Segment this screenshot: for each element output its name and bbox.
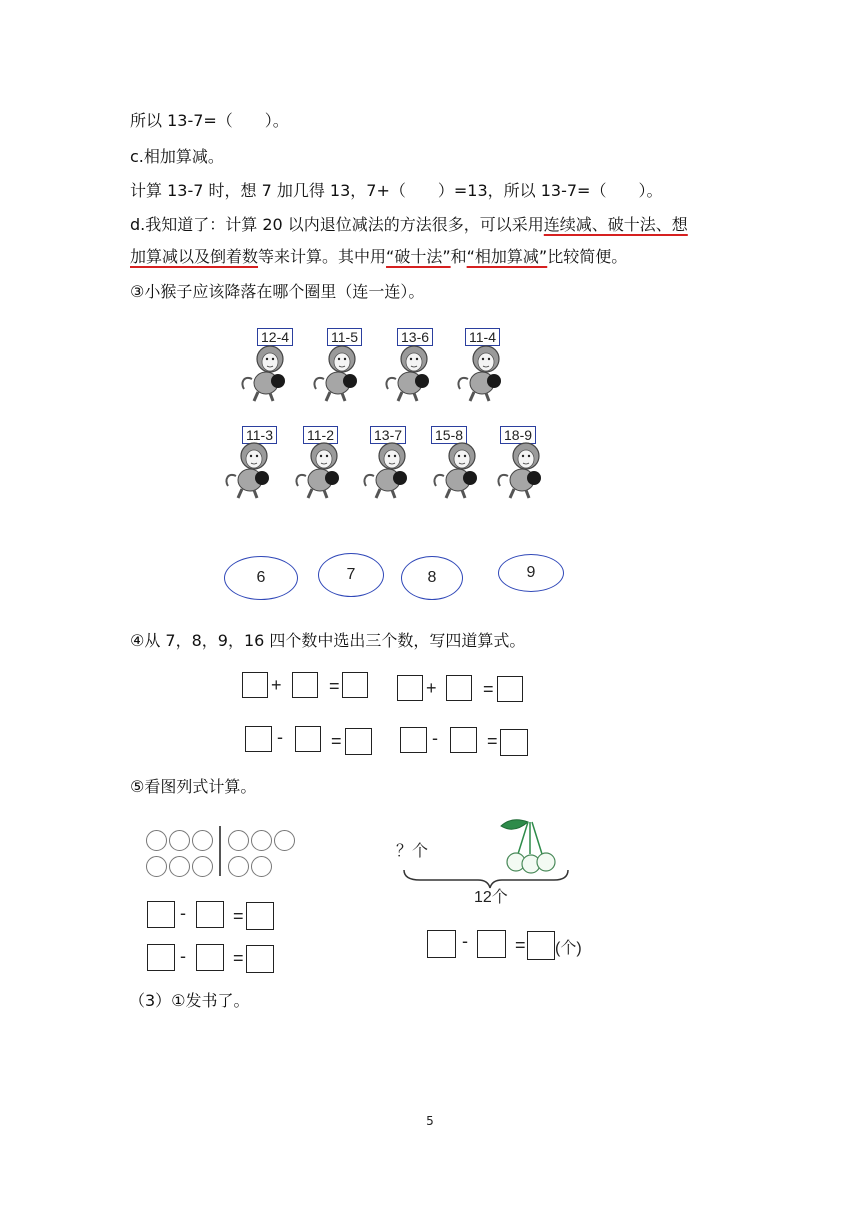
equals-sign: = xyxy=(487,731,498,751)
plus-sign: + xyxy=(271,675,282,695)
monkey-icon[interactable] xyxy=(496,442,552,500)
answer-box[interactable] xyxy=(527,931,555,960)
text-line-1: 所以 13-7=（ ）。 xyxy=(130,111,289,130)
equals-sign: = xyxy=(233,948,244,968)
equals-sign: = xyxy=(483,679,494,699)
monkey-icon[interactable] xyxy=(362,442,418,500)
minus-sign: - xyxy=(180,946,186,966)
monkey-tag-4: 11-4 xyxy=(465,328,500,346)
text-line-5 xyxy=(130,246,627,268)
section-3-heading: （3）①发书了。 xyxy=(129,991,250,1010)
underlined-methods-1: 连续减、破十法、想 xyxy=(543,215,688,234)
answer-box[interactable] xyxy=(246,902,274,930)
equals-sign: = xyxy=(331,731,342,751)
counter-circle xyxy=(228,830,249,851)
cherry-brace-figure xyxy=(400,814,570,894)
monkey-icon[interactable] xyxy=(312,345,368,403)
divider-line xyxy=(219,826,221,876)
answer-box[interactable] xyxy=(497,676,523,702)
text-line-2: c.相加算减。 xyxy=(130,147,224,166)
text-line-4 xyxy=(130,214,688,236)
counter-circle xyxy=(169,856,190,877)
equals-sign: = xyxy=(233,906,244,926)
monkey-icon[interactable] xyxy=(240,345,296,403)
answer-box[interactable] xyxy=(147,944,175,971)
leaf-icon xyxy=(501,820,528,829)
text-line-5-and: 和 xyxy=(450,247,467,266)
answer-box[interactable] xyxy=(400,727,427,753)
monkey-icon[interactable] xyxy=(384,345,440,403)
answer-box[interactable] xyxy=(196,944,224,971)
monkey-tag-6: 11-2 xyxy=(303,426,338,444)
answer-box[interactable] xyxy=(246,945,274,973)
underlined-break-ten: “破十法” xyxy=(386,247,451,266)
minus-sign: - xyxy=(462,931,468,951)
monkey-tag-5: 11-3 xyxy=(242,426,277,444)
question-5-picture-calc: ⑤看图列式计算。 xyxy=(130,777,257,796)
landing-circle-7[interactable]: 7 xyxy=(318,553,384,597)
answer-box[interactable] xyxy=(342,672,368,698)
minus-sign: - xyxy=(180,903,186,923)
monkey-tag-8: 15-8 xyxy=(431,426,467,444)
monkey-tag-7: 13-7 xyxy=(370,426,406,444)
monkey-tag-3: 13-6 xyxy=(397,328,433,346)
monkey-icon[interactable] xyxy=(224,442,280,500)
answer-box[interactable] xyxy=(397,675,423,701)
answer-box[interactable] xyxy=(500,729,528,756)
answer-box[interactable] xyxy=(477,930,506,958)
monkey-tag-2: 11-5 xyxy=(327,328,362,346)
underlined-add-subtract: “相加算减” xyxy=(466,247,548,266)
answer-box[interactable] xyxy=(147,901,175,928)
landing-circle-9[interactable]: 9 xyxy=(498,554,564,592)
total-count-label: 12个 xyxy=(474,889,508,906)
text-line-3: 计算 13-7 时，想 7 加几得 13，7+（ ）=13，所以 13-7=（ ）。 xyxy=(130,181,663,200)
answer-box[interactable] xyxy=(295,726,321,752)
monkey-tag-9: 18-9 xyxy=(500,426,536,444)
text-line-5-end: 比较简便。 xyxy=(547,247,628,266)
counter-circle xyxy=(228,856,249,877)
minus-sign: - xyxy=(277,727,283,747)
text-line-5-mid: 等来计算。其中用 xyxy=(258,247,387,266)
monkey-icon[interactable] xyxy=(456,345,512,403)
landing-circle-6[interactable]: 6 xyxy=(224,556,298,600)
counter-circle xyxy=(192,856,213,877)
answer-box[interactable] xyxy=(242,672,268,698)
answer-box[interactable] xyxy=(446,675,472,701)
counter-circle xyxy=(192,830,213,851)
counter-circle xyxy=(146,856,167,877)
answer-box[interactable] xyxy=(245,726,272,752)
unit-label: (个) xyxy=(555,940,582,957)
answer-box[interactable] xyxy=(427,930,456,958)
landing-circle-8[interactable]: 8 xyxy=(401,556,463,600)
counter-circle xyxy=(169,830,190,851)
monkey-icon[interactable] xyxy=(432,442,488,500)
text-line-4-start: d.我知道了：计算 20 以内退位减法的方法很多，可以采用 xyxy=(130,215,544,234)
answer-box[interactable] xyxy=(196,901,224,928)
counter-circle xyxy=(251,830,272,851)
counter-circle xyxy=(274,830,295,851)
answer-box[interactable] xyxy=(450,727,477,753)
answer-box[interactable] xyxy=(345,728,372,755)
unknown-count-label: ？个 xyxy=(396,843,429,860)
counter-circle xyxy=(251,856,272,877)
minus-sign: - xyxy=(432,728,438,748)
answer-box[interactable] xyxy=(292,672,318,698)
plus-sign: + xyxy=(426,678,437,698)
page-number: 5 xyxy=(426,1114,434,1128)
monkey-tag-1: 12-4 xyxy=(257,328,293,346)
monkey-icon[interactable] xyxy=(294,442,350,500)
equals-sign: = xyxy=(329,676,340,696)
question-3-monkeys: ③小猴子应该降落在哪个圈里（连一连）。 xyxy=(130,282,425,301)
underlined-methods-2: 加算减以及倒着数 xyxy=(130,247,259,266)
counter-circle xyxy=(146,830,167,851)
equals-sign: = xyxy=(515,935,526,955)
question-4-equations: ④从 7，8，9，16 四个数中选出三个数，写四道算式。 xyxy=(130,631,526,650)
